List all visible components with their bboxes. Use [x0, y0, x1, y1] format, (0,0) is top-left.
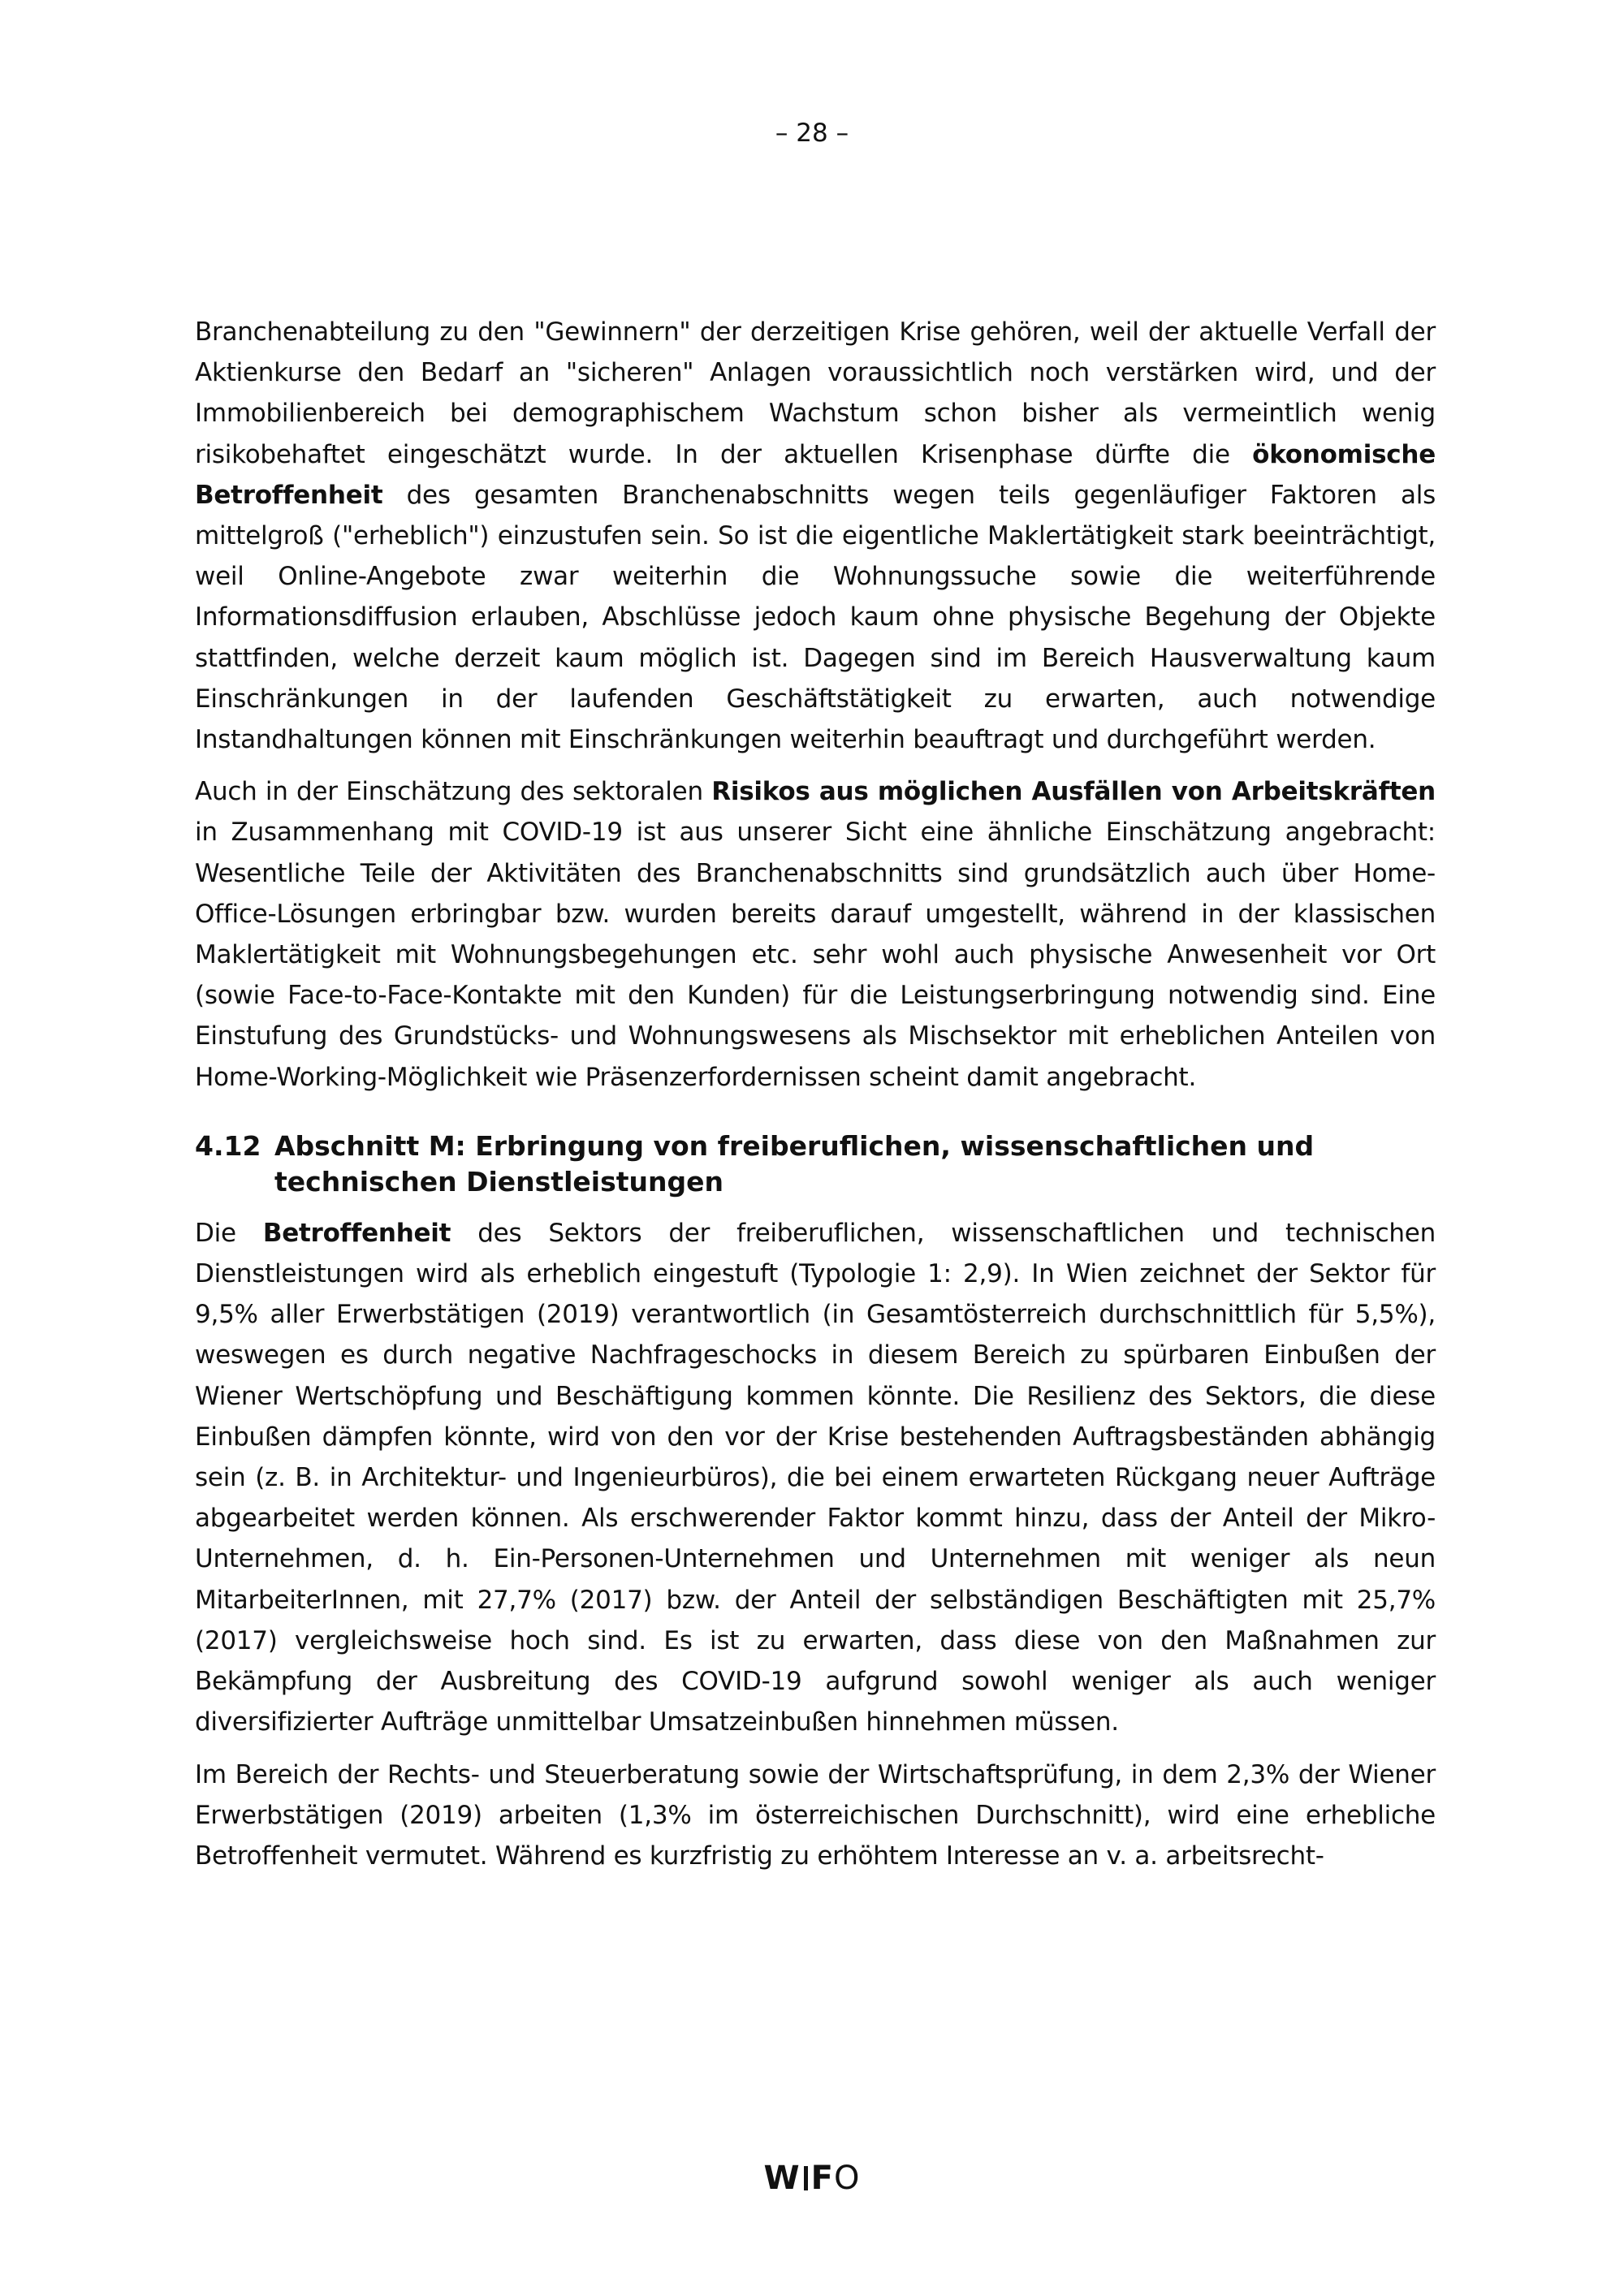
section-title [274, 1129, 1314, 1200]
logo-letter-f: F [810, 2160, 834, 2197]
logo-bar-icon [804, 2166, 808, 2190]
paragraph-legal-tax-advisory [195, 1754, 1436, 1877]
paragraph-text: des Sektors der freiberuflichen, wissenschaftlichen und technischen Dienstleistungen wird als erheblich eingestuft (Typologie 1: 2,9). In Wien zeichnet der Sektor für 9,5% aller Erwerbstätigen (2019) verantwortlich (in Gesamtösterreich durchschnittlich für 5,5%), weswegen es durch negative Nachfrageschocks in diesem Bereich zu spürbaren Einbußen der Wiener Wertschöpfung und Beschäftigung kommen könnte. Die Resilienz des Sektors, die diese Einbußen dämpfen könnte, wird von den vor der Krise bestehenden Auftragsbeständen abhängig sein (z. B. in Architektur- und Ingenieurbüros), die bei einem erwarteten Rückgang neuer Aufträge abgearbeitet werden können. Als erschwerender Faktor kommt hinzu, dass der Anteil der Mikro-Unternehmen, d. h. Ein-Personen-Unternehmen und Unternehmen mit weniger als neun MitarbeiterInnen, mit 27,7% (2017) bzw. der Anteil der selbständigen Beschäftigten mit 25,7% (2017) vergleichsweise hoch sind. Es ist zu erwarten, dass diese von den Maßnahmen zur Bekämpfung der Ausbreitung des COVID-19 aufgrund sowohl weniger als auch weniger diversifizierter Aufträge unmittelbar Umsatzeinbußen hinnehmen müssen. [195, 1218, 1436, 1737]
logo-letter-o: O [833, 2160, 861, 2197]
section-number: 4.12 [195, 1129, 261, 1162]
bold-term-labour-risk: Risikos aus möglichen Ausfällen von Arbeitskräften [711, 777, 1436, 807]
paragraph-text: Branchenabteilung zu den "Gewinnern" der derzeitigen Krise gehören, weil der aktuelle Verfall der Aktienkurse den Bedarf an "sicheren" Anlagen voraussichtlich noch verstärken wird, und der Immobilienbereich bei demographischem Wachstum schon bisher als vermeintlich wenig risikobehaftet eingeschätzt wurde. In der aktuellen Krisenphase dürfte die [195, 317, 1436, 469]
page-number: – 28 – [775, 119, 849, 148]
paragraph-text: des gesamten Branchenabschnitts wegen teils gegenläufiger Faktoren als mittelgroß ("erheblich") einzustufen sein. So ist die eigentliche Maklertätigkeit stark beeinträchtigt, weil Online-Angebote zwar weiterhin die Wohnungssuche sowie die weiterführende Informationsdiffusion erlauben, Abschlüsse jedoch kaum ohne physische Begehung der Objekte stattfinden, welche derzeit kaum möglich ist. Dagegen sind im Bereich Hausverwaltung kaum Einschränkungen in der laufenden Geschäftstätigkeit zu erwarten, auch notwendige Instandhaltungen können mit Einschränkungen weiterhin beauftragt und durchgeführt werden. [195, 480, 1436, 755]
section-title-line-1: Abschnitt M: Erbringung von freiberuflichen, wissenschaftlichen und [274, 1129, 1315, 1162]
document-body [195, 312, 1436, 1876]
logo-letter-w: W [763, 2160, 801, 2197]
section-title-line-2: technischen Dienstleistungen [274, 1165, 723, 1198]
paragraph-professional-services [195, 1213, 1436, 1743]
bold-term-impact: Betroffenheit [262, 1218, 451, 1248]
wifo-logo [0, 2158, 1624, 2199]
paragraph-text: in Zusammenhang mit COVID-19 ist aus unserer Sicht eine ähnliche Einschätzung angebracht: Wesentliche Teile der Aktivitäten des Branchenabschnitts sind grundsätzlich auch über Home-Office-Lösungen erbringbar bzw. wurden bereits darauf umgestellt, während in der klassischen Maklertätigkeit mit Wohnungsbegehungen etc. sehr wohl auch physische Anwesenheit vor Ort (sowie Face-to-Face-Kontakte mit den Kunden) für die Leistungserbringung notwendig sind. Eine Einstufung des Grundstücks- und Wohnungswesens als Mischsektor mit erheblichen Anteilen von Home-Working-Möglichkeit wie Präsenzerfordernissen scheint damit angebracht. [195, 818, 1436, 1092]
bold-term-economic-impact: ökonomische Betroffenheit [195, 439, 1436, 510]
paragraph-real-estate-labour-risk [195, 771, 1436, 1098]
paragraph-real-estate-economic [195, 312, 1436, 760]
paragraph-text: Auch in der Einschätzung des sektoralen [195, 777, 712, 807]
paragraph-text: Im Bereich der Rechts- und Steuerberatung sowie der Wirtschaftsprüfung, in dem 2,3% der Wiener Erwerbstätigen (2019) arbeiten (1,3% im österreichischen Durchschnitt), wird eine erhebliche Betroffenheit vermutet. Während es kurzfristig zu erhöhtem Interesse an v. a. arbeitsrecht- [195, 1759, 1436, 1871]
paragraph-text: Die [195, 1218, 263, 1248]
section-heading [195, 1129, 1436, 1200]
